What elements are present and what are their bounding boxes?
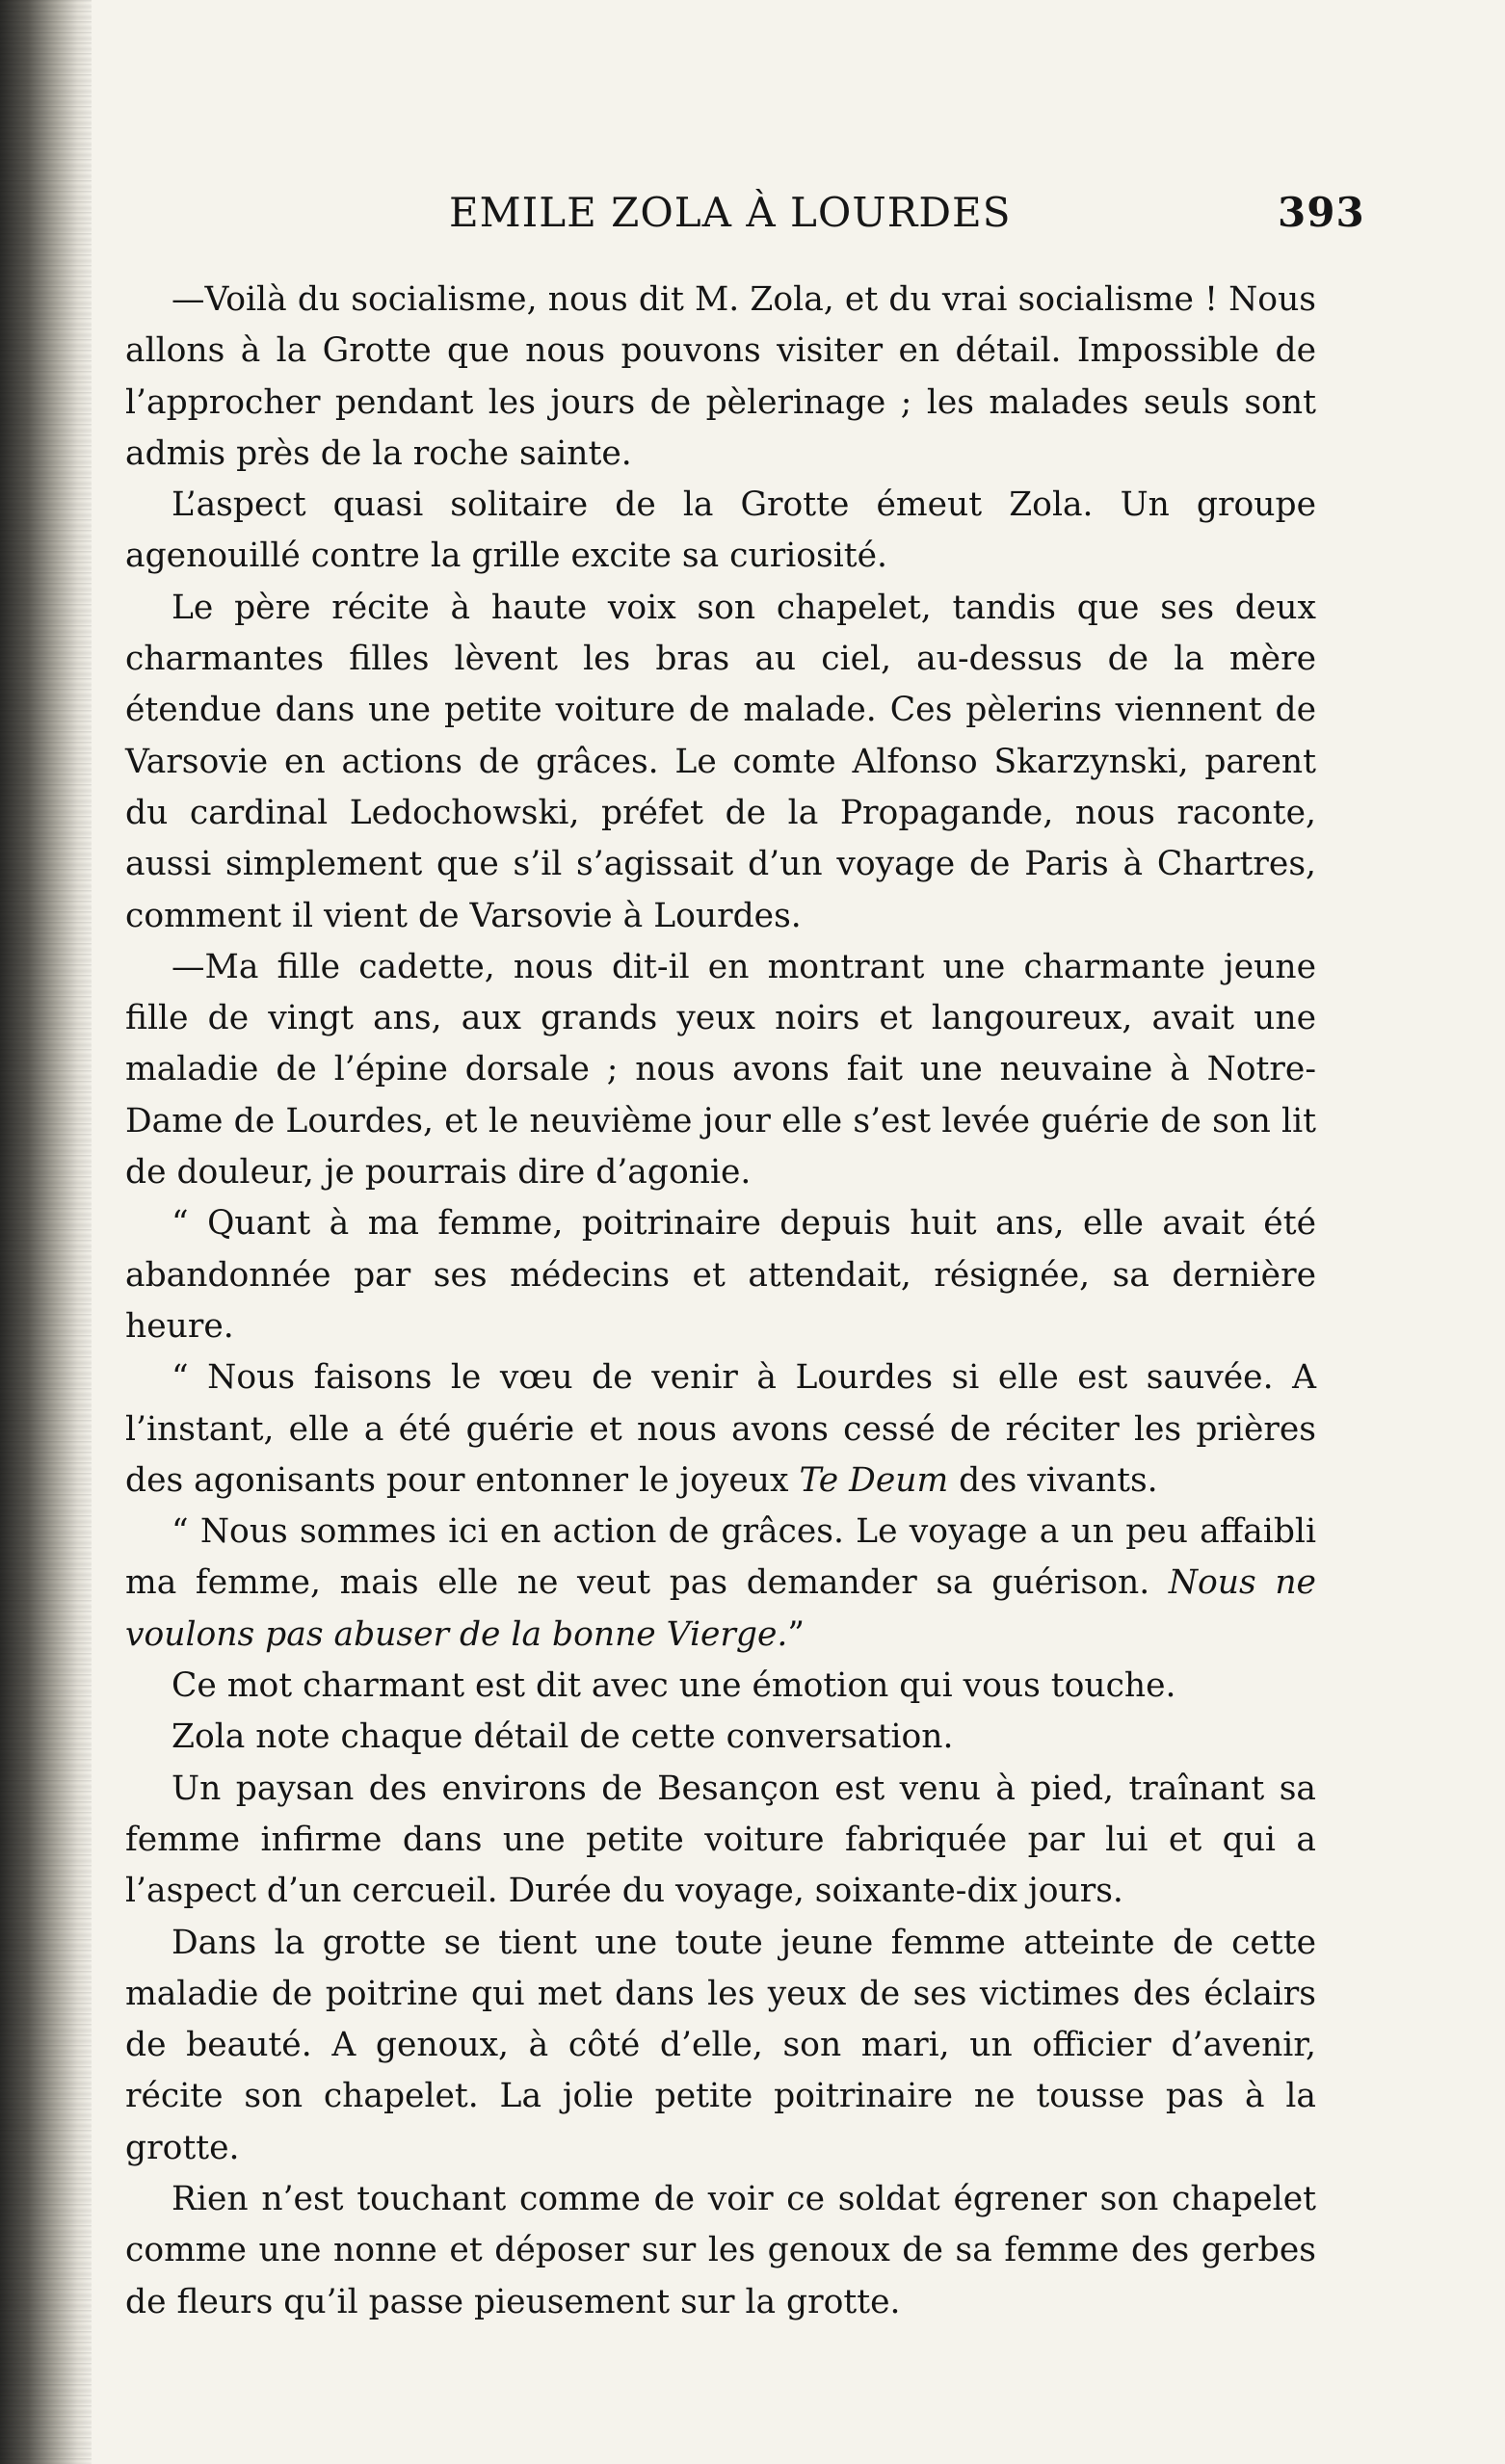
text-run: Le père récite à haute voix son chapelet, tandis que ses deux charmantes filles lèvent les bras au ciel, au-dessus de la mère étendue dans une petite voiture de malade. Ces pèlerins viennent de Varsovie en actions de grâces. Le comte Alfonso Skarzynski, parent du cardinal Ledochowski, préfet de la Propagande, nous raconte, aussi simplement que s’il s’agissait d’un voyage de Paris à Chartres, comment il vient de Varsovie à Lourdes.: [125, 588, 1316, 935]
text-run: Zola note chaque détail de cette conversation.: [172, 1717, 954, 1757]
paragraph: [125, 480, 1316, 583]
paragraph: [125, 1712, 1316, 1763]
paragraph: [125, 1198, 1316, 1352]
text-run: —Ma fille cadette, nous dit-il en montrant une charmante jeune fille de vingt ans, aux grands yeux noirs et langoureux, avait une maladie de l’épine dorsale ; nous avons fait une neuvaine à Notre-Dame de Lourdes, et le neuvième jour elle s’est levée guérie de son lit de douleur, je pourrais dire d’agonie.: [125, 947, 1316, 1193]
running-header: [449, 189, 1365, 247]
text-run: Ce mot charmant est dit avec une émotion qui vous touche.: [172, 1666, 1176, 1706]
paragraph: [125, 1352, 1316, 1507]
page-number: 393: [1278, 189, 1365, 236]
paragraph: [125, 1661, 1316, 1712]
text-run: Dans la grotte se tient une toute jeune femme atteinte de cette maladie de poitrine qui met dans les yeux de ses victimes des éclairs de beauté. A genoux, à côté d’elle, son mari, un officier d’avenir, récite son chapelet. La jolie petite poitrinaire ne tousse pas à la grotte.: [125, 1923, 1316, 2167]
paragraph: [125, 275, 1316, 480]
paragraph: [125, 1507, 1316, 1661]
italic-text-run: Nous ne voulons pas abuser de la bonne Vierge.: [125, 1563, 1316, 1654]
text-run: Un paysan des environs de Besançon est venu à pied, traînant sa femme infirme dans une petite voiture fabriquée par lui et qui a l’aspect d’un cercueil. Durée du voyage, soixante-dix jours.: [125, 1769, 1316, 1911]
running-header-title: EMILE ZOLA À LOURDES: [449, 189, 1012, 236]
text-run: “ Nous sommes ici en action de grâces. Le voyage a un peu affaibli ma femme, mais elle ne veut pas demander sa guérison.: [125, 1512, 1316, 1603]
text-run: L’aspect quasi solitaire de la Grotte émeut Zola. Un groupe agenouillé contre la grille excite sa curiosité.: [125, 485, 1316, 576]
paragraph: [125, 942, 1316, 1198]
paragraph: [125, 1918, 1316, 2174]
text-run: ”: [787, 1614, 805, 1654]
paragraph: [125, 583, 1316, 942]
text-run: —Voilà du socialisme, nous dit M. Zola, et du vrai socialisme ! Nous allons à la Grotte que nous pouvons visiter en détail. Impossible de l’approcher pendant les jours de pèlerinage ; les malades seuls sont admis près de la roche sainte.: [125, 280, 1316, 473]
text-run: Rien n’est touchant comme de voir ce soldat égrener son chapelet comme une nonne et déposer sur les genoux de sa femme des gerbes de fleurs qu’il passe pieusement sur la grotte.: [125, 2179, 1316, 2321]
body-text: [125, 275, 1316, 2328]
text-run: “ Nous faisons le vœu de venir à Lourdes si elle est sauvée. A l’instant, elle a été guérie et nous avons cessé de réciter les prières des agonisants pour entonner le joyeux: [125, 1358, 1316, 1500]
italic-text-run: Te Deum: [799, 1460, 949, 1500]
text-run: des vivants.: [948, 1460, 1158, 1500]
text-run: “ Quant à ma femme, poitrinaire depuis huit ans, elle avait été abandonnée par ses médecins et attendait, résignée, sa dernière heure.: [125, 1204, 1316, 1346]
paragraph: [125, 1764, 1316, 1918]
binding-texture: [0, 0, 92, 2464]
paragraph: [125, 2174, 1316, 2328]
